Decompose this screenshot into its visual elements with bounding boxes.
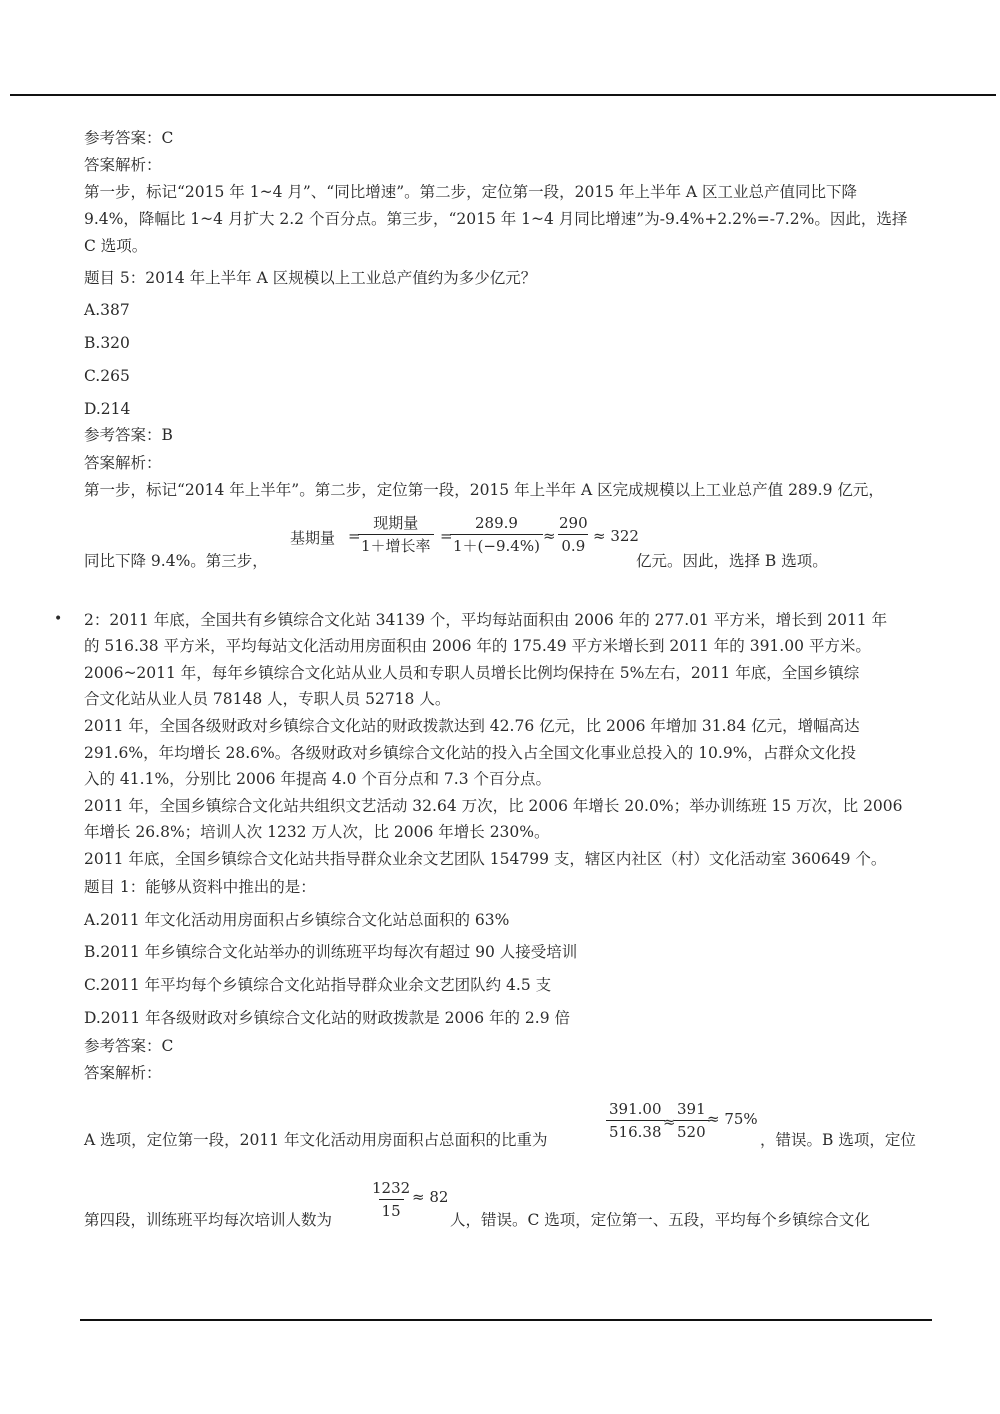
q5-title: 题目 5：2014 年上半年 A 区规模以上工业总产值约为多少亿元？: [84, 269, 537, 287]
formula-approx: ≈: [663, 1113, 676, 1131]
q1-analysis-label: 答案解析：: [84, 1064, 162, 1082]
formula-equals: =: [440, 527, 453, 545]
fraction-numerator: 1232: [372, 1179, 411, 1197]
material-paragraph-line: 2011 年底，全国乡镇综合文化站共指导群众业余文艺团队 154799 支，辖区内社区（村）文化活动室 360649 个。: [84, 850, 887, 868]
formula-result: ≈ 322: [593, 527, 639, 545]
formula-fraction: [556, 514, 591, 555]
q5-analysis-line-pre: 同比下降 9.4%。第三步，: [84, 552, 268, 570]
material-paragraph-line: 年增长 26.8%；培训人次 1232 万人次，比 2006 年增长 230%。: [84, 823, 550, 841]
q1-answer: 参考答案：C: [84, 1037, 174, 1055]
q5-analysis-label: 答案解析：: [84, 454, 162, 472]
fraction-numerator: 391: [677, 1100, 706, 1118]
formula-fraction: [674, 1100, 709, 1141]
q1-option-c: C.2011 年平均每个乡镇综合文化站指导群众业余文艺团队约 4.5 支: [84, 976, 552, 994]
fraction-numerator: 289.9: [474, 514, 518, 532]
q5-analysis-line-post: 亿元。因此，选择 B 选项。: [636, 552, 828, 570]
q4-analysis-line: 9.4%，降幅比 1~4 月扩大 2.2 个百分点。第三步，“2015 年 1~4 月同比增速”为-9.4%+2.2%=-7.2%。因此，选择: [84, 210, 908, 228]
material-paragraph-line: 合文化站从业人员 78148 人，专职人员 52718 人。: [84, 690, 451, 708]
q5-option-b: B.320: [84, 334, 130, 352]
q5-option-d: D.214: [84, 400, 131, 418]
q5-answer: 参考答案：B: [84, 426, 173, 444]
formula-fraction: [606, 1100, 665, 1141]
q5-option-c: C.265: [84, 367, 130, 385]
formula-equals: =: [348, 527, 361, 545]
material-paragraph-line: 2：2011 年底，全国共有乡镇综合文化站 34139 个，平均每站面积由 2006 年的 277.01 平方米，增长到 2011 年: [84, 611, 888, 629]
formula-fraction: [358, 514, 434, 555]
q5-analysis-line: 第一步，标记“2014 年上半年”。第二步，定位第一段，2015 年上半年 A 区完成规模以上工业总产值 289.9 亿元，: [84, 481, 884, 499]
fraction-denominator: 516.38: [606, 1120, 665, 1141]
fraction-denominator: 1＋(−9.4%): [450, 534, 543, 555]
q1-analysis-line-a-pre: A 选项，定位第一段，2011 年文化活动用房面积占总面积的比重为: [84, 1131, 548, 1149]
footer-rule: [80, 1319, 932, 1321]
material-paragraph-line: 291.6%，年均增长 28.6%。各级财政对乡镇综合文化站的投入占全国文化事业总投入的 10.9%，占群众文化投: [84, 744, 856, 762]
formula-fraction: [450, 514, 543, 555]
fraction-denominator: 15: [379, 1199, 404, 1220]
material-paragraph-line: 2006~2011 年，每年乡镇综合文化站从业人员和专职人员增长比例均保持在 5%左右，2011 年底，全国乡镇综: [84, 664, 860, 682]
q4-analysis-line: C 选项。: [84, 237, 148, 255]
formula-approx: ≈: [543, 527, 556, 545]
material-paragraph-line: 2011 年，全国乡镇综合文化站共组织文艺活动 32.64 万次，比 2006 年增长 20.0%；举办训练班 15 万次，比 2006: [84, 797, 903, 815]
q4-analysis-label: 答案解析：: [84, 156, 162, 174]
q1-option-b: B.2011 年乡镇综合文化站举办的训练班平均每次有超过 90 人接受培训: [84, 943, 578, 961]
formula-lhs: 基期量: [290, 529, 336, 547]
fraction-denominator: 520: [674, 1120, 709, 1141]
q5-option-a: A.387: [84, 301, 130, 319]
formula-fraction: [369, 1179, 413, 1220]
q1-analysis-line-a-post: ，错误。B 选项，定位: [760, 1131, 916, 1149]
q4-answer: 参考答案：C: [84, 129, 174, 147]
material-paragraph-line: 2011 年，全国各级财政对乡镇综合文化站的财政拨款达到 42.76 亿元，比 2006 年增加 31.84 亿元，增幅高达: [84, 717, 860, 735]
q4-analysis-line: 第一步，标记“2015 年 1~4 月”、“同比增速”。第二步，定位第一段，2015 年上半年 A 区工业总产值同比下降: [84, 183, 858, 201]
bullet-icon: •: [54, 611, 63, 627]
fraction-denominator: 0.9: [558, 534, 588, 555]
q1-title: 题目 1：能够从资料中推出的是：: [84, 878, 316, 896]
material-paragraph-line: 的 516.38 平方米，平均每站文化活动用房面积由 2006 年的 175.49 平方米增长到 2011 年的 391.00 平方米。: [84, 637, 871, 655]
fraction-denominator: 1＋增长率: [358, 534, 434, 555]
q1-analysis-line-b-pre: 第四段，训练班平均每次培训人数为: [84, 1211, 333, 1229]
fraction-numerator: 现期量: [373, 514, 419, 532]
material-paragraph-line: 入的 41.1%，分别比 2006 年提高 4.0 个百分点和 7.3 个百分点。: [84, 770, 551, 788]
formula-result: ≈ 82: [412, 1188, 449, 1206]
header-rule: [10, 94, 996, 96]
q1-option-a: A.2011 年文化活动用房面积占乡镇综合文化站总面积的 63%: [84, 911, 510, 929]
formula-result: ≈ 75%: [707, 1110, 758, 1128]
fraction-numerator: 391.00: [609, 1100, 662, 1118]
q1-option-d: D.2011 年各级财政对乡镇综合文化站的财政拨款是 2006 年的 2.9 倍: [84, 1009, 570, 1027]
q1-analysis-line-b-post: 人，错误。C 选项，定位第一、五段，平均每个乡镇综合文化: [450, 1211, 870, 1229]
fraction-numerator: 290: [559, 514, 588, 532]
